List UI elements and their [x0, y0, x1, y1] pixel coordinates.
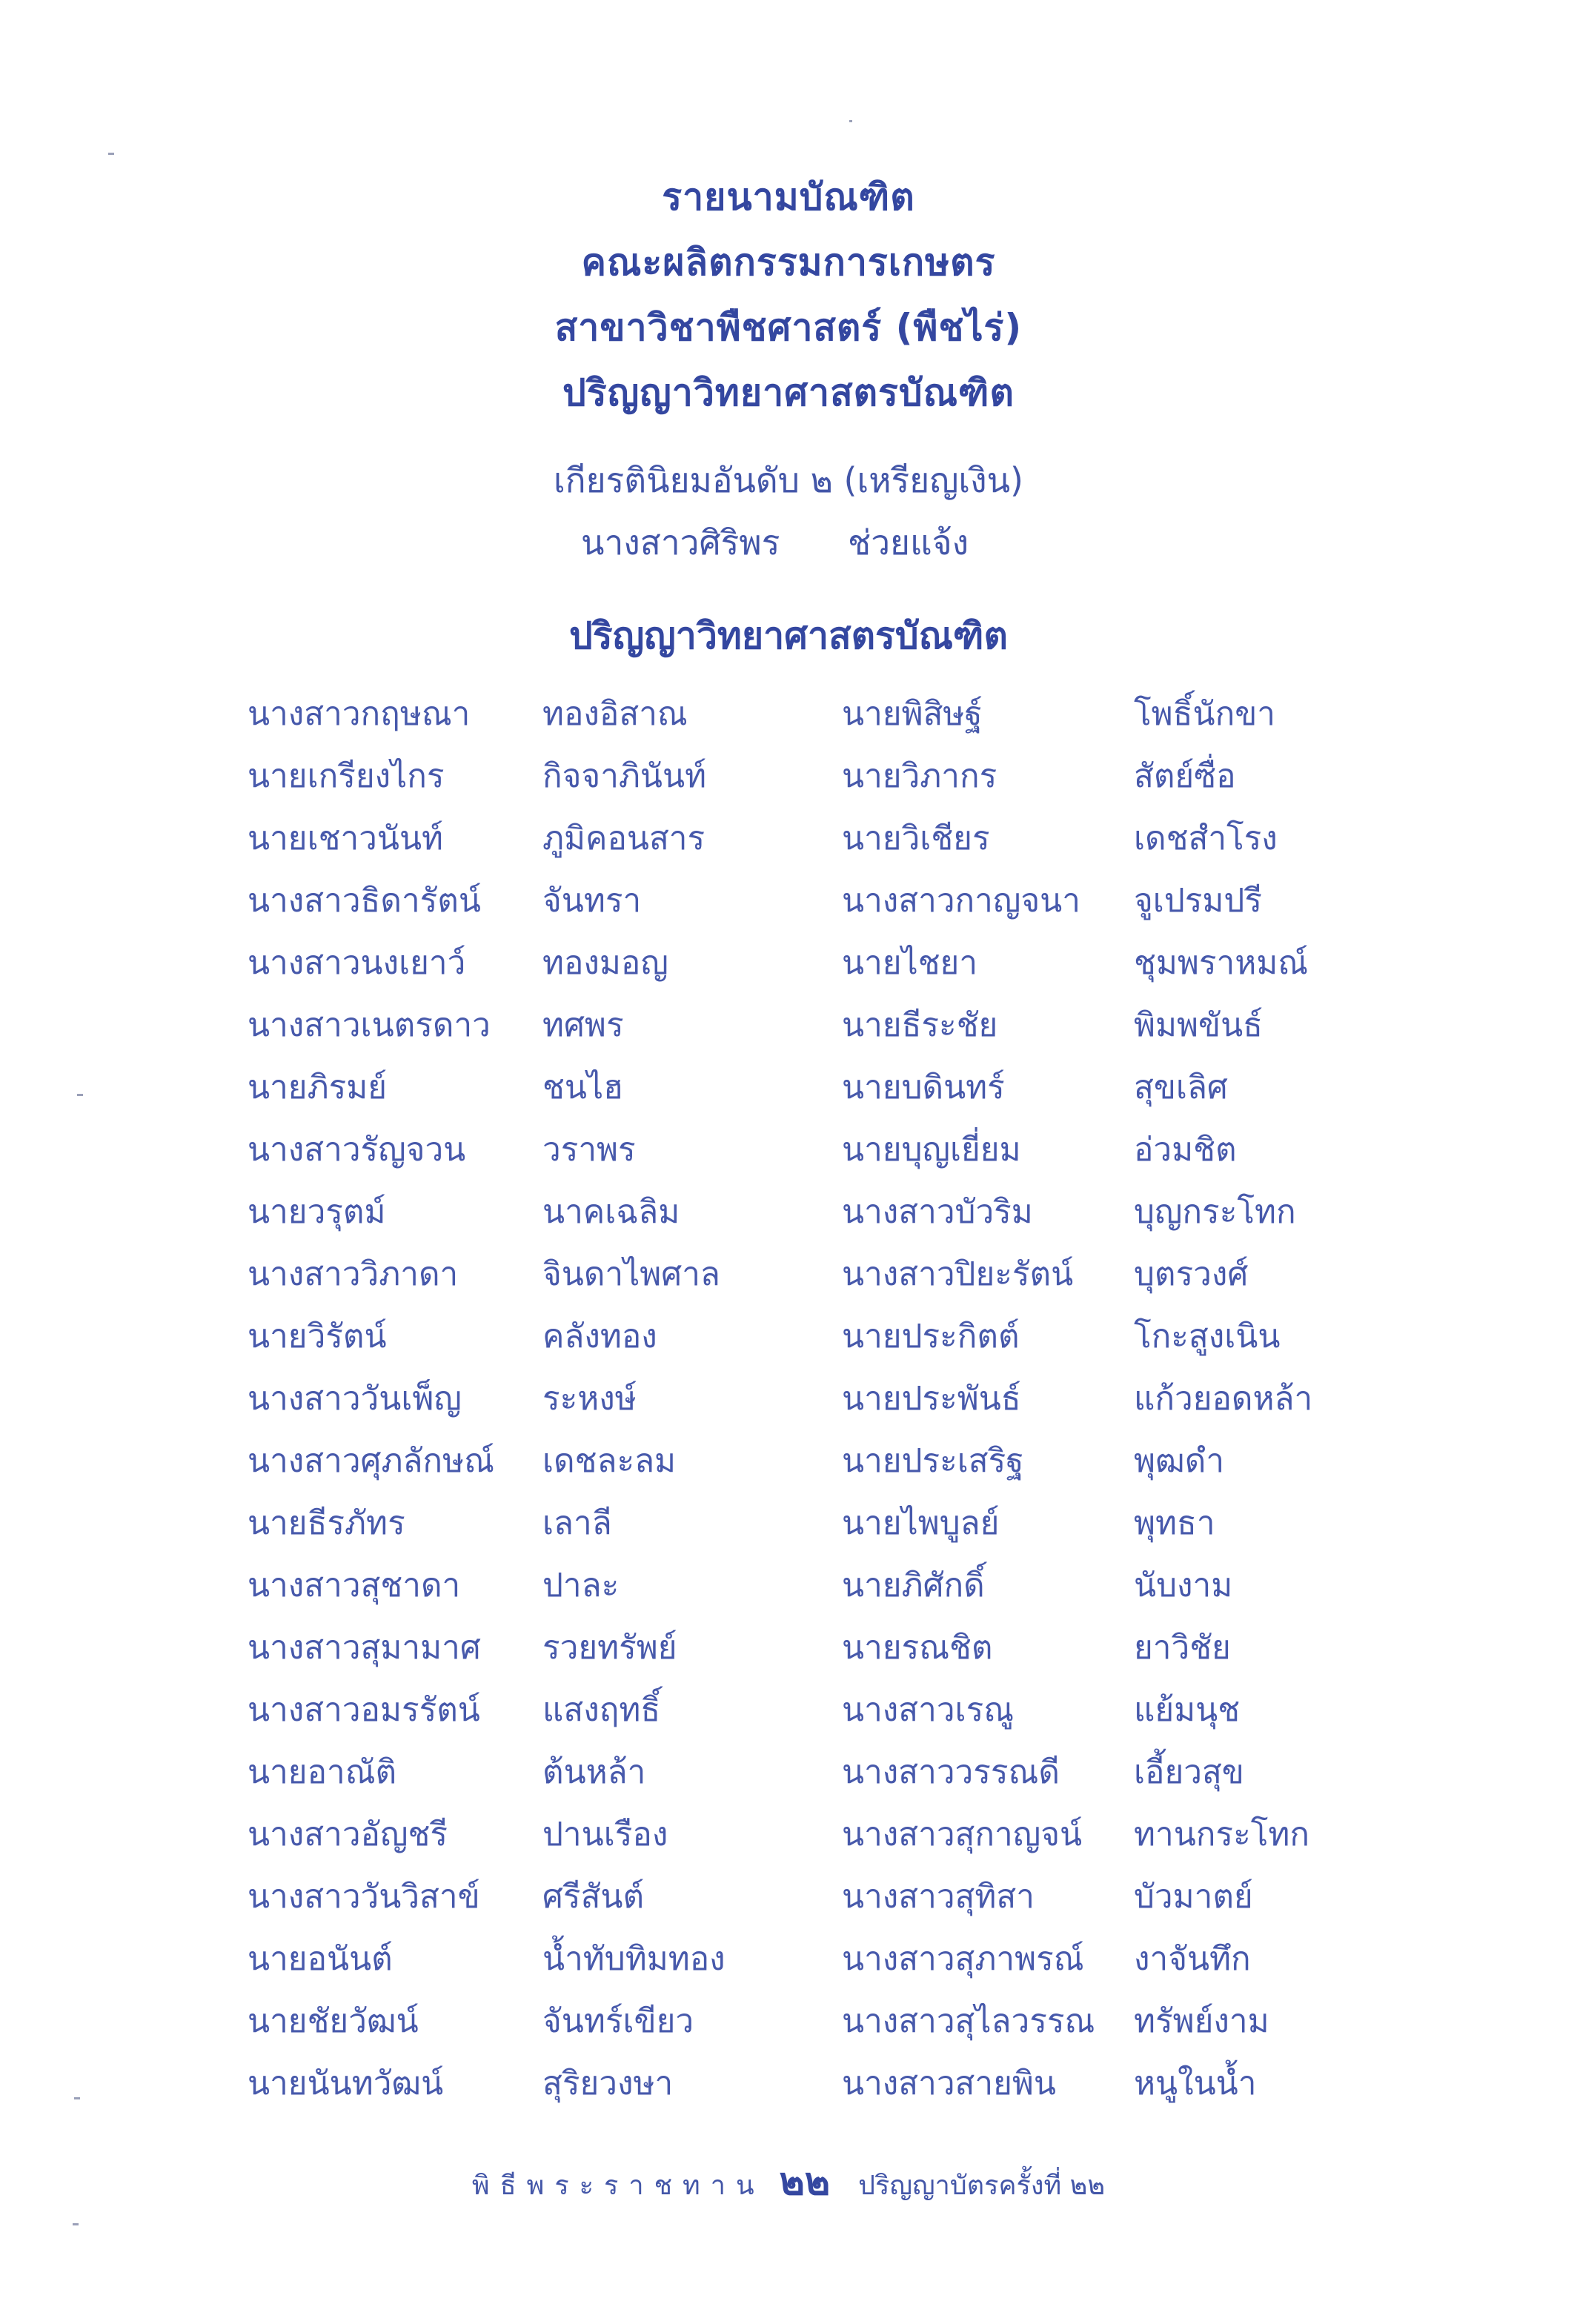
graduate-first-name: นางสาวสุมามาศ [248, 1629, 481, 1667]
graduate-last-name: วราพร [542, 1131, 636, 1169]
graduate-first-name: นายประกิตต์ [842, 1318, 1020, 1355]
graduate-last-name: เดชละลม [542, 1442, 677, 1480]
heading-title: รายนามบัณฑิต [662, 176, 915, 219]
heading-degree: ปริญญาวิทยาศาสตรบัณฑิต [562, 371, 1015, 414]
graduate-first-name: นางสาวกฤษณา [248, 695, 471, 733]
scan-speck [73, 2223, 79, 2225]
graduate-last-name: ปานเรือง [542, 1816, 668, 1853]
graduate-last-name: พุฒดำ [1134, 1442, 1225, 1480]
honors-first-name: นางสาวศิริพร [581, 522, 780, 562]
graduate-last-name: โพธิ์นักขา [1134, 695, 1275, 733]
graduate-first-name: นางสาวสุภาพรณ์ [842, 1940, 1084, 1978]
graduate-first-name: นางสาวเรณู [842, 1691, 1015, 1729]
graduate-last-name: แสงฤทธิ์ [542, 1691, 661, 1729]
graduate-last-name: สุริยวงษา [542, 2065, 674, 2102]
graduate-first-name: นายอนันต์ [248, 1940, 393, 1978]
graduate-row [248, 1306, 1329, 1368]
graduate-first-name: นายประเสริฐ [842, 1442, 1024, 1480]
graduate-row [248, 1181, 1329, 1244]
graduate-row [248, 683, 1329, 746]
graduate-last-name: หนูในน้ำ [1134, 2065, 1257, 2102]
scan-speck [849, 120, 852, 122]
graduate-row [248, 932, 1329, 995]
graduate-last-name: ทานกระโทก [1134, 1816, 1309, 1853]
graduate-first-name: นางสาววิภาดา [248, 1255, 459, 1293]
graduate-row [248, 870, 1329, 932]
graduate-first-name: นางสาวสุทิสา [842, 1878, 1035, 1916]
graduate-last-name: ชนไฮ [542, 1069, 623, 1106]
graduate-row [248, 1430, 1329, 1493]
graduate-last-name: เอี้ยวสุข [1134, 1753, 1244, 1791]
footer-ceremony: พิธีพระราชทาน [471, 2171, 765, 2201]
graduate-last-name: รวยทรัพย์ [542, 1629, 677, 1667]
graduate-first-name: นางสาวสุกาญจน์ [842, 1816, 1083, 1853]
graduate-first-name: นายบดินทร์ [842, 1069, 1005, 1106]
graduate-first-name: นายไชยา [842, 944, 978, 982]
graduate-last-name: ปาละ [542, 1567, 620, 1604]
graduate-first-name: นายภิรมย์ [248, 1069, 387, 1106]
graduate-last-name: แย้มนุช [1134, 1691, 1241, 1729]
graduate-last-name: จันทร์เขียว [542, 2002, 694, 2040]
heading-faculty: คณะผลิตกรรมการเกษตร [581, 241, 996, 284]
graduate-row [248, 1679, 1329, 1742]
graduate-list [248, 683, 1329, 2115]
graduate-last-name: คลังทอง [542, 1318, 657, 1355]
graduate-first-name: นายชัยวัฒน์ [248, 2002, 419, 2040]
graduate-last-name: เดชสำโรง [1134, 820, 1278, 857]
graduate-row [248, 995, 1329, 1057]
graduate-first-name: นายนันทวัฒน์ [248, 2065, 444, 2102]
graduate-first-name: นายรณชิต [842, 1629, 993, 1667]
graduate-last-name: อ่วมชิต [1134, 1131, 1237, 1169]
graduate-first-name: นางสาววันวิสาข์ [248, 1878, 480, 1916]
scan-speck [77, 1094, 83, 1096]
graduate-first-name: นางสาวปิยะรัตน์ [842, 1255, 1074, 1293]
graduate-first-name: นายบุญเยี่ยม [842, 1131, 1021, 1169]
graduate-row [248, 1991, 1329, 2053]
graduate-first-name: นางสาวรัญจวน [248, 1131, 466, 1169]
graduate-last-name: บุญกระโทก [1134, 1193, 1296, 1231]
graduate-first-name: นางสาวอมรรัตน์ [248, 1691, 480, 1729]
graduate-first-name: นางสาววันเพ็ญ [248, 1380, 462, 1418]
graduate-last-name: ต้นหล้า [542, 1753, 646, 1791]
graduate-first-name: นายธีระชัย [842, 1006, 998, 1044]
graduate-last-name: บัวมาตย์ [1134, 1878, 1253, 1916]
graduate-row [248, 1928, 1329, 1991]
graduate-last-name: จูเปรมปรี [1134, 882, 1262, 920]
graduate-first-name: นายอาณัติ [248, 1753, 397, 1791]
graduate-last-name: ทองอิสาณ [542, 695, 688, 733]
document-heading [0, 165, 1577, 425]
page-footer [0, 2159, 1577, 2208]
graduate-first-name: นางสาวสายพิน [842, 2065, 1056, 2102]
graduate-last-name: น้ำทับทิมทอง [542, 1940, 726, 1978]
scan-speck [74, 2097, 80, 2099]
graduate-row [248, 1119, 1329, 1181]
graduate-first-name: นางสาวบัวริม [842, 1193, 1033, 1231]
graduate-last-name: จันทรา [542, 882, 642, 920]
graduate-row [248, 1617, 1329, 1679]
graduate-first-name: นางสาวสุไลวรรณ [842, 2002, 1095, 2040]
graduate-last-name: สุขเลิศ [1134, 1069, 1228, 1106]
graduate-first-name: นายธีรภัทร [248, 1504, 405, 1542]
graduate-last-name: โกะสูงเนิน [1134, 1318, 1281, 1355]
graduate-row [248, 1057, 1329, 1119]
heading-major: สาขาวิชาพืชศาสตร์ (พืชไร่) [554, 306, 1023, 349]
graduate-row [248, 2053, 1329, 2115]
graduate-row [248, 1244, 1329, 1306]
graduate-first-name: นายพิสิษฐ์ [842, 695, 983, 733]
graduate-last-name: บุตรวงศ์ [1134, 1255, 1249, 1293]
graduate-first-name: นายเกรียงไกร [248, 757, 445, 795]
graduate-last-name: ทองมอญ [542, 944, 668, 982]
graduate-first-name: นายประพันธ์ [842, 1380, 1021, 1418]
graduate-first-name: นายภิศักดิ์ [842, 1567, 985, 1604]
graduate-last-name: แก้วยอดหล้า [1134, 1380, 1313, 1418]
honors-graduate [0, 511, 1577, 574]
graduate-row [248, 1493, 1329, 1555]
graduate-last-name: พิมพขันธ์ [1134, 1006, 1264, 1044]
graduate-first-name: นายวรุตม์ [248, 1193, 386, 1231]
graduate-first-name: นางสาววรรณดี [842, 1753, 1060, 1791]
graduate-row [248, 1742, 1329, 1804]
graduate-last-name: งาจันทึก [1134, 1940, 1251, 1978]
honors-title: เกียรตินิยมอันดับ ๒ (เหรียญเงิน) [554, 460, 1023, 500]
graduate-row [248, 808, 1329, 870]
graduate-last-name: ภูมิคอนสาร [542, 820, 706, 857]
graduate-row [248, 746, 1329, 808]
graduate-last-name: ทศพร [542, 1006, 624, 1044]
graduate-last-name: นาคเฉลิม [542, 1193, 680, 1231]
graduate-first-name: นางสาวนงเยาว์ [248, 944, 466, 982]
honors-section [0, 449, 1577, 574]
honors-last-name: ช่วยแจ้ง [848, 522, 969, 562]
graduate-first-name: นางสาวศุภลักษณ์ [248, 1442, 494, 1480]
graduate-last-name: ยาวิชัย [1134, 1629, 1231, 1667]
graduate-first-name: นายเชาวนันท์ [248, 820, 444, 857]
graduate-last-name: กิจจาภินันท์ [542, 757, 707, 795]
scan-speck [108, 153, 114, 155]
graduate-row [248, 1555, 1329, 1617]
graduate-last-name: พุทธา [1134, 1504, 1215, 1542]
graduate-first-name: นายวิภากร [842, 757, 997, 795]
graduate-last-name: เลาลี [542, 1504, 612, 1542]
graduate-first-name: นางสาวเนตรดาว [248, 1006, 491, 1044]
graduate-last-name: สัตย์ซื่อ [1134, 757, 1236, 795]
graduate-first-name: นายวิเชียร [842, 820, 990, 857]
graduate-last-name: ทรัพย์งาม [1134, 2002, 1269, 2040]
graduate-first-name: นางสาวอัญชรี [248, 1816, 448, 1853]
graduate-row [248, 1866, 1329, 1928]
graduate-first-name: นางสาวกาญจนา [842, 882, 1080, 920]
graduate-last-name: นับงาม [1134, 1567, 1233, 1604]
graduate-first-name: นางสาวธิดารัตน์ [248, 882, 481, 920]
graduate-last-name: ระหงษ์ [542, 1380, 637, 1418]
footer-round: ปริญญาบัตรครั้งที่ ๒๒ [858, 2171, 1106, 2201]
graduate-row [248, 1804, 1329, 1866]
section-title: ปริญญาวิทยาศาสตรบัณฑิต [568, 614, 1009, 657]
graduate-first-name: นายวิรัตน์ [248, 1318, 387, 1355]
graduate-last-name: ศรีสันต์ [542, 1878, 645, 1916]
graduate-first-name: นายไพบูลย์ [842, 1504, 1000, 1542]
graduate-first-name: นางสาวสุชาดา [248, 1567, 461, 1604]
graduate-row [248, 1368, 1329, 1430]
page-number: ๒๒ [779, 2159, 831, 2204]
graduate-last-name: ชุมพราหมณ์ [1134, 944, 1309, 982]
graduate-last-name: จินดาไพศาล [542, 1255, 720, 1293]
